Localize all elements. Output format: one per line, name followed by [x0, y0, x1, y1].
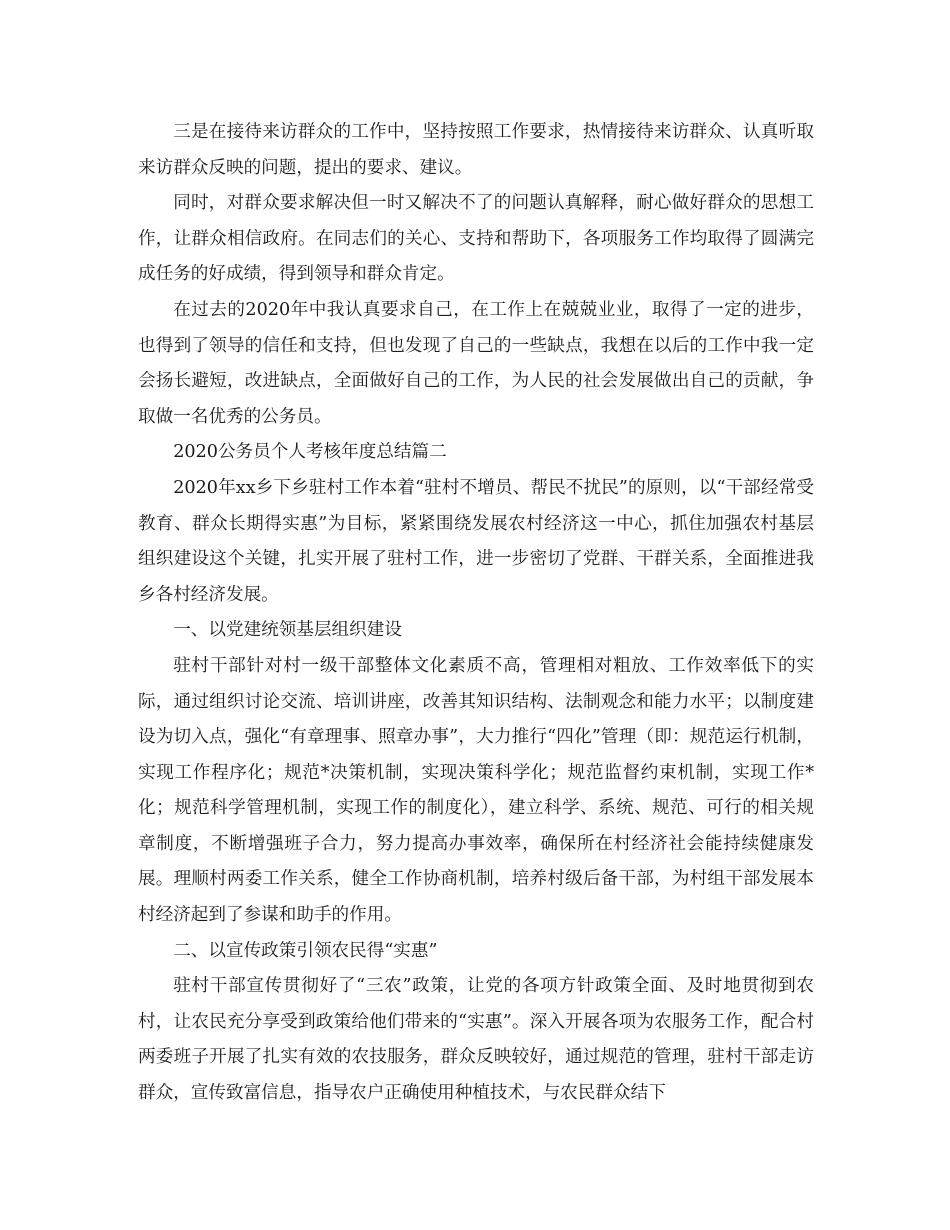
paragraph-village-work-intro: 2020年xx乡下乡驻村工作本着“驻村不增员、帮民不扰民”的原则，以“干部经常受教育、群众长期得实惠”为目标，紧紧围绕发展农村经济这一中心，抓住加强农村基层组织建设这个关键，扎实开展了驻村工作，进一步密切了党群、干群关系，全面推进我乡各村经济发展。: [138, 477, 814, 605]
paragraph-policy-promotion: 驻村干部宣传贯彻好了“三农”政策，让党的各项方针政策全面、及时地贯彻到农村，让农民充分享受到政策给他们带来的“实惠”。深入开展各项为农服务工作，配合村两委班子开展了扎实有效的农技服务，群众反映较好，通过规范的管理，驻村干部走访群众，宣传致富信息，指导农户正确使用种植技术，与农民群众结下: [138, 976, 814, 1104]
section-title-part-two: 2020公务员个人考核年度总结篇二: [173, 442, 447, 463]
paragraph-party-building: 驻村干部针对村一级干部整体文化素质不高，管理相对粗放、工作效率低下的实际，通过组织讨论交流、培训讲座，改善其知识结构、法制观念和能力水平；以制度建设为切入点，强化“有章理事、照章办事”，大力推行“四化”管理（即：规范运行机制，实现工作程序化；规范*决策机制，实现决策科学化；规范监督约束机制，实现工作*化；规范科学管理机制，实现工作的制度化），建立科学、系统、规范、可行的相关规章制度，不断增强班子合力，努力提高办事效率，确保所在村经济社会能持续健康发展。理顺村两委工作关系，健全工作协商机制，培养村级后备干部，为村组干部发展本村经济起到了参谋和助手的作用。: [138, 655, 814, 926]
paragraph-year-review: 在过去的2020年中我认真要求自己，在工作上在兢兢业业，取得了一定的进步，也得到了领导的信任和支持，但也发现了自己的一些缺点，我想在以后的工作中我一定会扬长避短，改进缺点，全面做好自己的工作，为人民的社会发展做出自己的贡献，争取做一名优秀的公务员。: [138, 299, 814, 427]
paragraph-explanation-work: 同时，对群众要求解决但一时又解决不了的问题认真解释，耐心做好群众的思想工作，让群众相信政府。在同志们的关心、支持和帮助下，各项服务工作均取得了圆满完成任务的好成绩，得到领导和群众肯定。: [138, 193, 814, 285]
section-heading-party-building: 一、以党建统领基层组织建设: [173, 620, 402, 641]
section-heading-policy-promotion: 二、以宣传政策引领农民得“实惠”: [173, 940, 438, 961]
document-body: [138, 115, 814, 1112]
paragraph-reception-work: 三是在接待来访群众的工作中，坚持按照工作要求，热情接待来访群众、认真听取来访群众反映的问题，提出的要求、建议。: [138, 122, 814, 178]
